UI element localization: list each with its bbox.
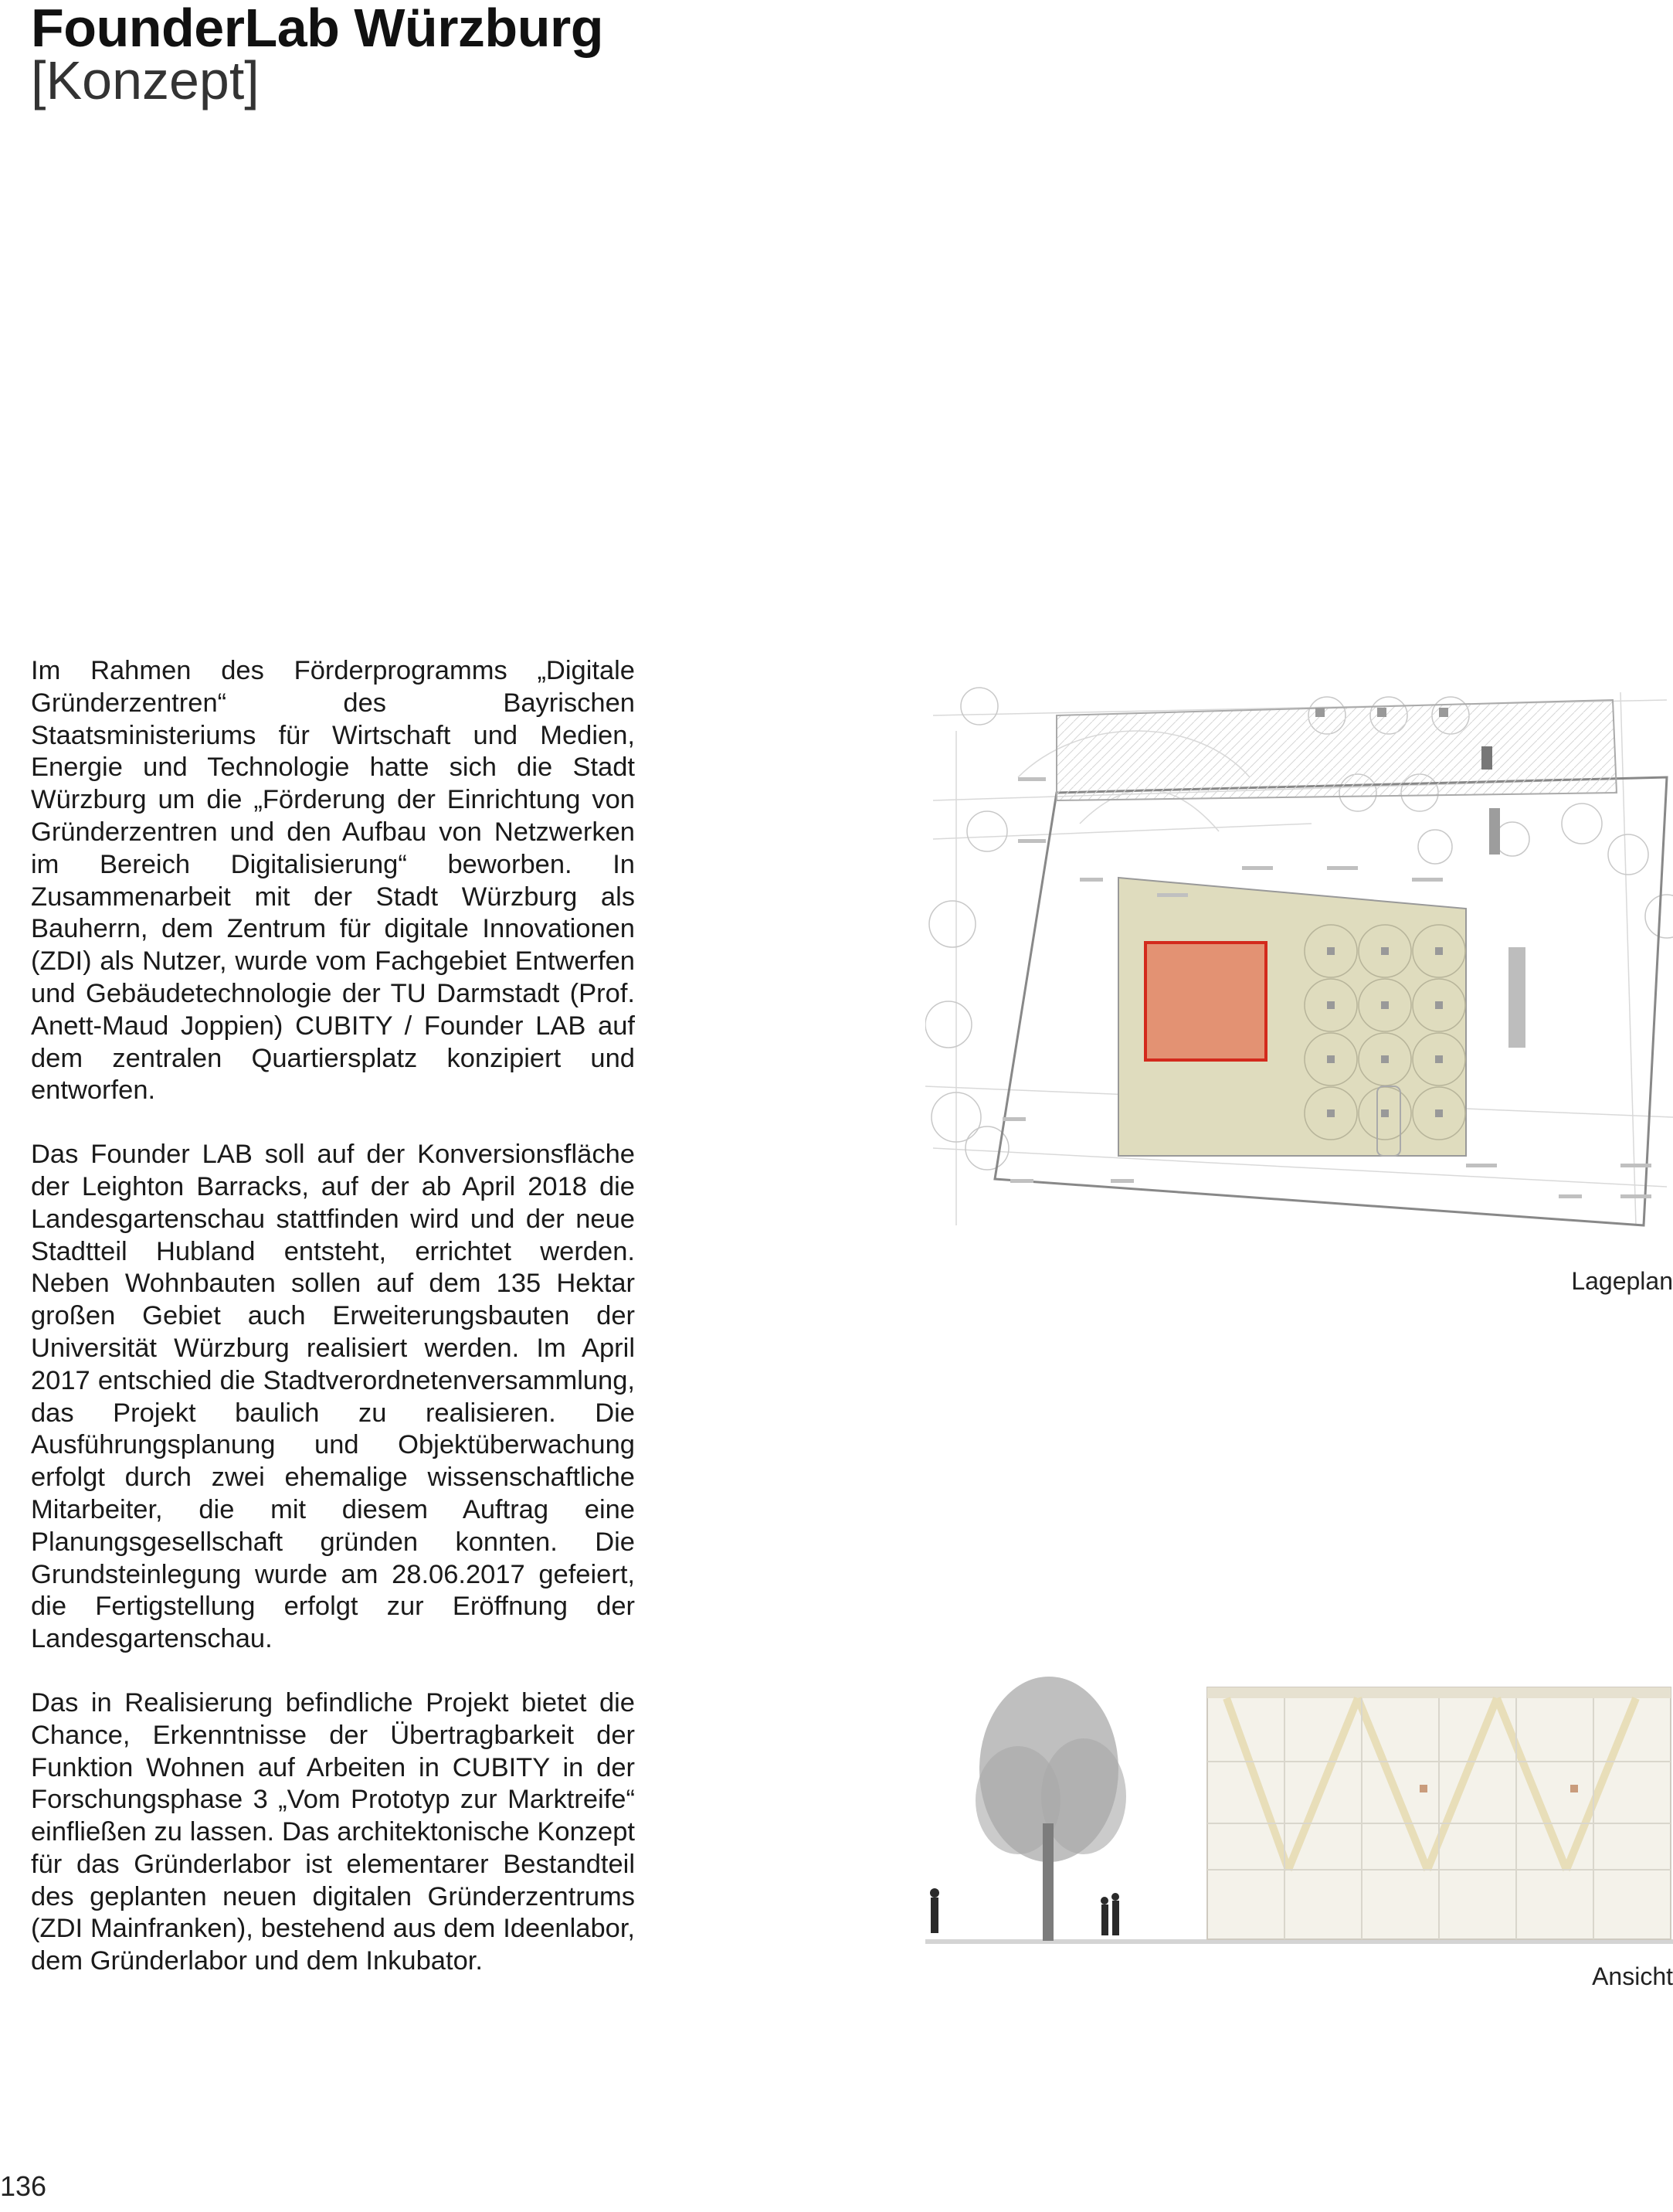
page-number: 136 — [0, 2170, 47, 2202]
site-plan-drawing — [925, 685, 1673, 1247]
page-title: FounderLab Würzburg — [31, 0, 603, 58]
elevation-caption: Ansicht — [1592, 1962, 1673, 1990]
elevation-drawing — [925, 1669, 1673, 1962]
body-text-column — [31, 655, 635, 2010]
elevation-figure — [925, 1669, 1673, 1962]
paragraph-2: Das Founder LAB soll auf der Konversionsfläche der Leighton Barracks, auf der ab April 2018 die Landesgartenschau stattfinden wird und der neue Stadtteil Hubland entsteht, errichtet werden. Neben Wohnbauten sollen auf dem 135 Hektar großen Gebiet auch Erweiterungsbauten der Universität Würzburg realisiert werden. Im April 2017 entschied die Stadtverordnetenversammlung, das Projekt baulich zu realisieren. Die Ausführungsplanung und Objektüberwachung erfolgt durch zwei ehemalige wissenschaftliche Mitarbeiter, die mit diesem Auftrag eine Planungsgesellschaft gründen konnten. Die Grundsteinlegung wurde am 28.06.2017 gefeiert, die Fertigstellung erfolgt zur Eröffnung der Landesgartenschau. — [31, 1140, 635, 1654]
site-plan-figure — [925, 685, 1673, 1247]
page-subtitle: [Konzept] — [31, 50, 260, 110]
paragraph-3: Das in Realisierung befindliche Projekt bietet die Chance, Erkenntnisse der Übertragbarkeit der Funktion Wohnen auf Arbeiten in CUBITY in der Forschungsphase 3 „Vom Prototyp zur Marktreife“ einfließen zu lassen. Das architektonische Konzept für das Gründerlabor ist elementarer Bestandteil des geplanten neuen digitalen Gründerzentrums (ZDI Mainfranken), bestehend aus dem Ideenlabor, dem Gründerlabor und dem Inkubator. — [31, 1687, 635, 1976]
paragraph-1: Im Rahmen des Förderprogramms „Digitale Gründerzentren“ des Bayrischen Staatsministeriums für Wirtschaft und Medien, Energie und Technologie hatte sich die Stadt Würzburg um die „Förderung der Einrichtung von Gründerzentren und den Aufbau von Netzwerken im Bereich Digitalisierung“ beworben. In Zusammenarbeit mit der Stadt Würzburg als Bauherrn, dem Zentrum für digitale Innovationen (ZDI) als Nutzer, wurde vom Fachgebiet Entwerfen und Gebäudetechnologie der TU Darmstadt (Prof. Anett-Maud Joppien) CUBITY / Founder LAB auf dem zentralen Quartiersplatz konzipiert und entworfen. — [31, 656, 635, 1106]
site-plan-caption: Lageplan — [1571, 1267, 1673, 1295]
